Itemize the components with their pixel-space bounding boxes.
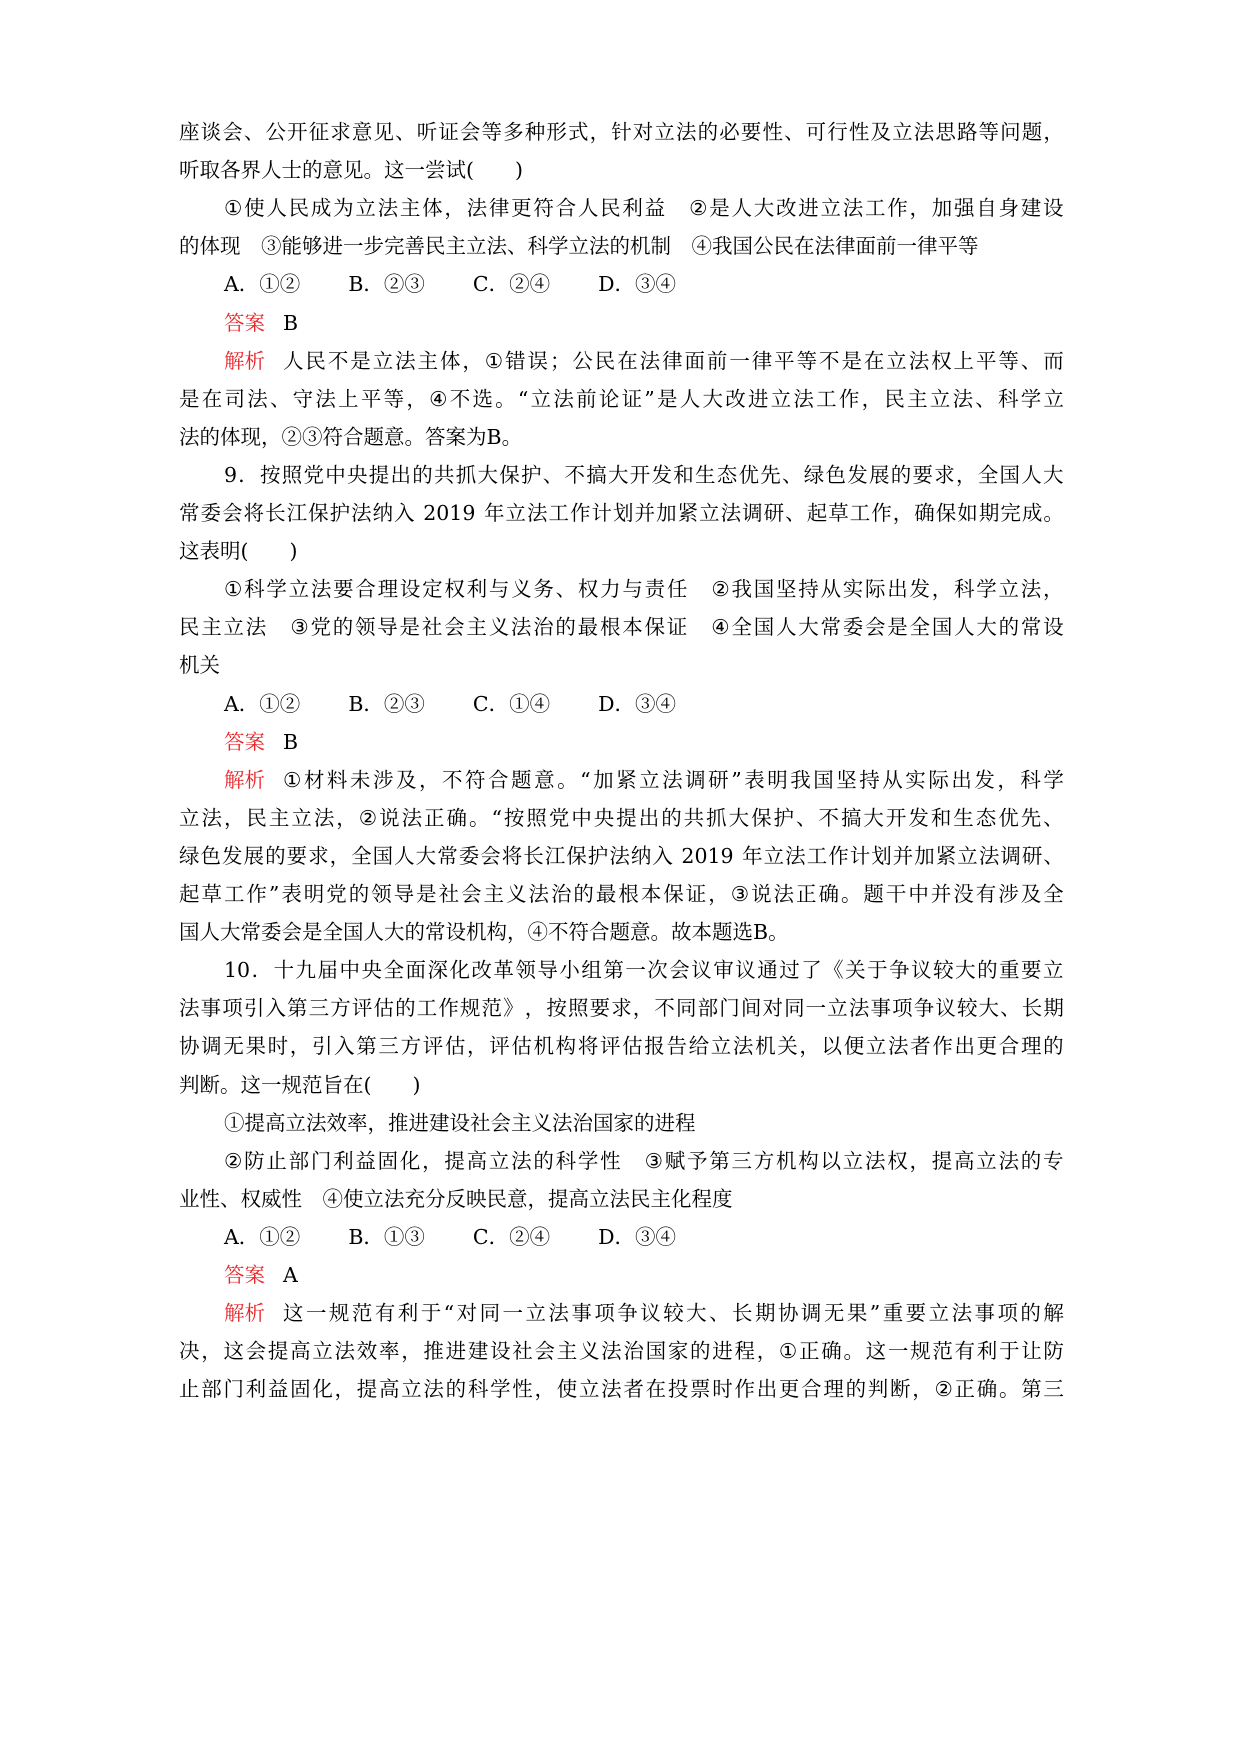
text-line: 法 事 项 引 入 第 三 方 评 估 的 工 作 规 范 》 ， 按 照 要 求 ， 不 同 部 门 间 对 同 一 立 法 事 项 争 议 较 大 、 长 期	[179, 996, 1064, 1021]
text-line: 立 法 ， 民 主 立 法 ， ② 说 法 正 确 。 “ 按 照 党 中 央 提 出 的 共 抓 大 保 护 、 不 搞 大 开 发 和 生 态 优 先 、	[179, 805, 1064, 830]
option-0: A．①②	[224, 272, 301, 297]
text-line: 止 部 门 利 益 固 化 ， 提 高 立 法 的 科 学 性 ， 使 立 法 者 在 投 票 时 作 出 更 合 理 的 判 断 ， ② 正 确 。 第 三	[179, 1377, 1064, 1402]
text-line: 决 ， 这 会 提 高 立 法 效 率 ， 推 进 建 设 社 会 主 义 法 治 国 家 的 进 程 ， ① 正 确 。 这 一 规 范 有 利 于 让 防	[179, 1339, 1064, 1364]
text-line: 10 ． 十 九 届 中 央 全 面 深 化 改 革 领 导 小 组 第 一 次 会 议 审 议 通 过 了 《 关 于 争 议 较 大 的 重 要 立	[224, 958, 1064, 983]
answer-line	[224, 721, 1064, 763]
answer-label: 答案	[224, 729, 265, 754]
analysis-label: 解析	[224, 767, 265, 792]
text-line: 起 草 工 作 ” 表 明 党 的 领 导 是 社 会 主 义 法 治 的 最 根 本 保 证 ， ③ 说 法 正 确 。 题 干 中 并 没 有 涉 及 全	[179, 882, 1064, 906]
option-2: C．②④	[472, 272, 551, 297]
text-line: 9 ． 按 照 党 中 央 提 出 的 共 抓 大 保 护 、 不 搞 大 开 发 和 生 态 优 先 、 绿 色 发 展 的 要 求 ， 全 国 人 大	[224, 462, 1064, 487]
text-line: ② 防 止 部 门 利 益 固 化 ， 提 高 立 法 的 科 学 性 ③ 赋 予 第 三 方 机 构 以 立 法 权 ， 提 高 立 法 的 专	[224, 1148, 1064, 1173]
text-line: 法的体现，②③符合题意。答案为B。	[179, 424, 523, 449]
answer-options	[224, 683, 1064, 725]
option-3: D．③④	[598, 1224, 677, 1249]
text-line: 机关	[179, 653, 220, 678]
text-line: 业性、权威性 ④使立法充分反映民意，提高立法民主化程度	[179, 1186, 733, 1211]
text-line: ① 使 人 民 成 为 立 法 主 体 ， 法 律 更 符 合 人 民 利 益 ② 是 人 大 改 进 立 法 工 作 ， 加 强 自 身 建 设	[224, 196, 1064, 221]
answer-label: 答案	[224, 1263, 265, 1287]
option-2: C．①④	[472, 691, 551, 716]
analysis-line	[224, 340, 1064, 382]
answer-value: B	[283, 729, 299, 754]
option-0: A．①②	[224, 691, 301, 716]
text-line: ① 科 学 立 法 要 合 理 设 定 权 利 与 义 务 、 权 力 与 责 任 ② 我 国 坚 持 从 实 际 出 发 ， 科 学 立 法 ，	[224, 577, 1064, 602]
answer-value: B	[283, 310, 299, 335]
text-line: 绿 色 发 展 的 要 求 ， 全 国 人 大 常 委 会 将 长 江 保 护 法 纳 入 2019 年 立 法 工 作 计 划 并 加 紧 立 法 调 研 、	[179, 843, 1064, 868]
text-line: 常 委 会 将 长 江 保 护 法 纳 入 2019 年 立 法 工 作 计 划 并 加 紧 立 法 调 研 、 起 草 工 作 ， 确 保 如 期 完 成 。	[179, 501, 1064, 525]
answer-options	[224, 1216, 1064, 1258]
option-1: B．②③	[348, 691, 425, 716]
option-3: D．③④	[598, 691, 677, 716]
text-line: ①提高立法效率，推进建设社会主义法治国家的进程	[224, 1110, 696, 1135]
analysis-label: 解析	[224, 348, 265, 373]
option-0: A．①②	[224, 1224, 301, 1249]
answer-line	[224, 1254, 1064, 1296]
text-line: 协 调 无 果 时 ， 引 入 第 三 方 评 估 ， 评 估 机 构 将 评 估 报 告 给 立 法 机 关 ， 以 便 立 法 者 作 出 更 合 理 的	[179, 1034, 1064, 1059]
option-3: D．③④	[598, 272, 677, 297]
analysis-line	[224, 1292, 1064, 1334]
answer-options	[224, 263, 1064, 305]
analysis-text: ① 材 料 未 涉 及 ， 不 符 合 题 意 。 “ 加 紧 立 法 调 研 ” 表 明 我 国 坚 持 从 实 际 出 发 ， 科 学	[283, 767, 1064, 792]
text-line: 这表明( )	[179, 539, 298, 564]
text-line: 判断。这一规范旨在( )	[179, 1072, 421, 1097]
answer-line	[224, 302, 1064, 344]
option-1: B．②③	[348, 272, 425, 297]
text-line: 是 在 司 法 、 守 法 上 平 等 ， ④ 不 选 。 “ 立 法 前 论 证 ” 是 人 大 改 进 立 法 工 作 ， 民 主 立 法 、 科 学 立	[179, 386, 1064, 411]
analysis-label: 解析	[224, 1301, 265, 1326]
analysis-line	[224, 759, 1064, 801]
text-line: 民 主 立 法 ③ 党 的 领 导 是 社 会 主 义 法 治 的 最 根 本 保 证 ④ 全 国 人 大 常 委 会 是 全 国 人 大 的 常 设	[179, 615, 1064, 640]
answer-value: A	[283, 1263, 298, 1287]
text-line: 国人大常委会是全国人大的常设机构，④不符合题意。故本题选B。	[179, 920, 789, 945]
text-line: 听取各界人士的意见。这一尝试( )	[179, 158, 523, 183]
text-line: 的体现 ③能够进一步完善民主立法、科学立法的机制 ④我国公民在法律面前一律平等	[179, 234, 979, 259]
option-1: B．①③	[348, 1224, 425, 1249]
analysis-text: 这 一 规 范 有 利 于 “ 对 同 一 立 法 事 项 争 议 较 大 、 长 期 协 调 无 果 ” 重 要 立 法 事 项 的 解	[283, 1301, 1064, 1326]
analysis-text: 人 民 不 是 立 法 主 体 ， ① 错 误 ； 公 民 在 法 律 面 前 一 律 平 等 不 是 在 立 法 权 上 平 等 、 而	[283, 348, 1064, 373]
text-line: 座 谈 会 、 公 开 征 求 意 见 、 听 证 会 等 多 种 形 式 ， 针 对 立 法 的 必 要 性 、 可 行 性 及 立 法 思 路 等 问 题 ，	[179, 120, 1064, 144]
answer-label: 答案	[224, 310, 265, 335]
option-2: C．②④	[472, 1224, 551, 1249]
